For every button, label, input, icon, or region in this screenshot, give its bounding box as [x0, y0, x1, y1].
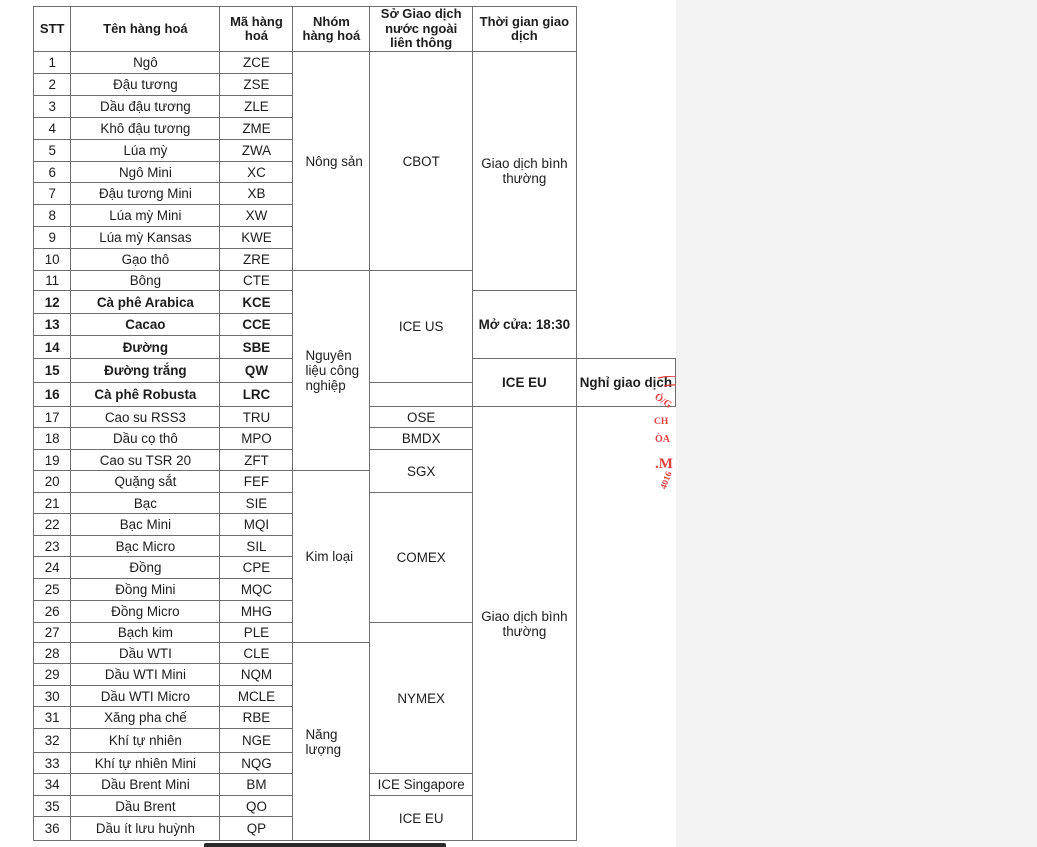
exchange-ice-eu: ICE EU [473, 359, 577, 407]
row-stt: 36 [34, 817, 71, 841]
row-code: CTE [220, 271, 293, 291]
row-name: Đường trắng [71, 359, 220, 383]
row-code: XC [220, 162, 293, 183]
row-stt: 33 [34, 753, 71, 774]
svg-text:CH: CH [654, 417, 669, 427]
time-normal-2: Giao dịch bình thường [473, 407, 577, 841]
row-stt: 34 [34, 774, 71, 796]
group-nang-luong: Năng lượng [293, 643, 370, 841]
row-name: Quặng sắt [71, 471, 220, 493]
row-stt: 2 [34, 74, 71, 96]
row-stt: 6 [34, 162, 71, 183]
row-code: ZME [220, 118, 293, 140]
row-stt: 16 [34, 383, 71, 407]
row-code: ZSE [220, 74, 293, 96]
row-name: Cacao [71, 314, 220, 336]
row-stt: 29 [34, 664, 71, 686]
row-stt: 20 [34, 471, 71, 493]
row-name: Xăng pha chế [71, 707, 220, 729]
row-name: Dầu Brent Mini [71, 774, 220, 796]
row-stt: 19 [34, 450, 71, 471]
row-name: Bông [71, 271, 220, 291]
row-stt: 12 [34, 291, 71, 314]
row-stt: 3 [34, 96, 71, 118]
row-stt: 30 [34, 686, 71, 707]
row-stt: 17 [34, 407, 71, 428]
exchange-ice-us: ICE US [370, 271, 473, 383]
row-code: MQI [220, 514, 293, 536]
row-name: Dầu WTI Mini [71, 664, 220, 686]
row-code: FEF [220, 471, 293, 493]
row-stt: 35 [34, 796, 71, 817]
row-stt: 11 [34, 271, 71, 291]
row-stt: 21 [34, 493, 71, 514]
row-code: ZFT [220, 450, 293, 471]
row-name: Khí tự nhiên Mini [71, 753, 220, 774]
row-name: Đường [71, 336, 220, 359]
row-stt: 27 [34, 623, 71, 643]
row-code: KWE [220, 227, 293, 249]
exchange-nymex: NYMEX [370, 623, 473, 774]
row-name: Cao su TSR 20 [71, 450, 220, 471]
row-stt: 7 [34, 183, 71, 205]
exchange-ice-singapore: ICE Singapore [370, 774, 473, 796]
header-name: Tên hàng hoá [71, 7, 220, 52]
row-stt: 26 [34, 601, 71, 623]
exchange-sgx: SGX [370, 450, 473, 493]
row-stt: 15 [34, 359, 71, 383]
row-name: Lúa mỳ [71, 140, 220, 162]
row-name: Cao su RSS3 [71, 407, 220, 428]
row-stt: 18 [34, 428, 71, 450]
row-code: SBE [220, 336, 293, 359]
row-name: Dầu Brent [71, 796, 220, 817]
time-closed: Nghỉ giao dịch [576, 359, 675, 407]
row-code: QW [220, 359, 293, 383]
row-stt: 1 [34, 52, 71, 74]
row-name: Bạch kim [71, 623, 220, 643]
row-code: QO [220, 796, 293, 817]
exchange-ose: OSE [370, 407, 473, 428]
row-stt: 4 [34, 118, 71, 140]
row-code: SIE [220, 493, 293, 514]
row-stt: 22 [34, 514, 71, 536]
table-header-row [34, 7, 676, 52]
time-normal-1: Giao dịch bình thường [473, 52, 577, 291]
row-code: ZLE [220, 96, 293, 118]
row-code: MQC [220, 579, 293, 601]
row-name: Đồng Mini [71, 579, 220, 601]
row-code: XB [220, 183, 293, 205]
exchange-bmdx: BMDX [370, 428, 473, 450]
row-name: Khí tự nhiên [71, 729, 220, 753]
row-code: QP [220, 817, 293, 841]
row-name: Bạc Mini [71, 514, 220, 536]
table-row [34, 52, 676, 74]
row-code: TRU [220, 407, 293, 428]
row-code: BM [220, 774, 293, 796]
row-stt: 23 [34, 536, 71, 557]
group-kim-loai: Kim loại [293, 471, 370, 643]
svg-text:.M: .M [655, 456, 673, 472]
row-code: ZWA [220, 140, 293, 162]
group-nong-san: Nông sản [293, 52, 370, 271]
row-name: Đậu tương [71, 74, 220, 96]
exchange-cbot: CBOT [370, 52, 473, 271]
row-name: Ngô [71, 52, 220, 74]
row-name: Dầu cọ thô [71, 428, 220, 450]
time-open: Mở cửa: 18:30 [473, 291, 577, 359]
row-name: Lúa mỳ Mini [71, 205, 220, 227]
row-code: PLE [220, 623, 293, 643]
row-name: Đậu tương Mini [71, 183, 220, 205]
row-code: XW [220, 205, 293, 227]
row-stt: 24 [34, 557, 71, 579]
row-code: KCE [220, 291, 293, 314]
row-code: MCLE [220, 686, 293, 707]
row-code: LRC [220, 383, 293, 407]
row-name: Cà phê Arabica [71, 291, 220, 314]
seal-stamp [628, 376, 676, 506]
table-row [34, 643, 676, 664]
row-stt: 9 [34, 227, 71, 249]
row-code: CPE [220, 557, 293, 579]
row-name: Ngô Mini [71, 162, 220, 183]
row-code: SIL [220, 536, 293, 557]
row-name: Dầu WTI [71, 643, 220, 664]
row-code: RBE [220, 707, 293, 729]
row-code: NQG [220, 753, 293, 774]
header-stt: STT [34, 7, 71, 52]
row-stt: 32 [34, 729, 71, 753]
row-stt: 13 [34, 314, 71, 336]
svg-text:4016: 4016 [658, 470, 674, 491]
row-stt: 8 [34, 205, 71, 227]
row-stt: 5 [34, 140, 71, 162]
row-stt: 14 [34, 336, 71, 359]
header-code: Mã hàng hoá [220, 7, 293, 52]
row-stt: 28 [34, 643, 71, 664]
row-code: ZCE [220, 52, 293, 74]
row-name: Dầu đậu tương [71, 96, 220, 118]
row-stt: 25 [34, 579, 71, 601]
row-code: CCE [220, 314, 293, 336]
group-nguyen-lieu: Nguyên liệu công nghiệp [293, 271, 370, 471]
row-name: Khô đậu tương [71, 118, 220, 140]
row-code: MHG [220, 601, 293, 623]
row-name: Bạc Micro [71, 536, 220, 557]
svg-text:Ó/G: Ó/G [652, 391, 674, 411]
header-group: Nhóm hàng hoá [293, 7, 370, 52]
header-exchange: Sở Giao dịch nước ngoài liên thông [370, 7, 473, 52]
row-name: Dầu ít lưu huỳnh [71, 817, 220, 841]
row-code: MPO [220, 428, 293, 450]
row-code: NGE [220, 729, 293, 753]
row-name: Đồng Micro [71, 601, 220, 623]
row-name: Đồng [71, 557, 220, 579]
row-code: CLE [220, 643, 293, 664]
scroll-indicator [204, 843, 446, 847]
exchange-ice-eu-2: ICE EU [370, 796, 473, 841]
row-name: Gạo thô [71, 249, 220, 271]
row-code: NQM [220, 664, 293, 686]
commodity-table [33, 6, 676, 841]
table-row [34, 271, 676, 291]
row-name: Bạc [71, 493, 220, 514]
row-name: Cà phê Robusta [71, 383, 220, 407]
exchange-comex: COMEX [370, 493, 473, 623]
table-row [34, 471, 676, 493]
row-name: Dầu WTI Micro [71, 686, 220, 707]
svg-text:ÒA: ÒA [655, 434, 670, 445]
header-time: Thời gian giao dịch [473, 7, 577, 52]
row-stt: 10 [34, 249, 71, 271]
row-code: ZRE [220, 249, 293, 271]
row-name: Lúa mỳ Kansas [71, 227, 220, 249]
row-stt: 31 [34, 707, 71, 729]
